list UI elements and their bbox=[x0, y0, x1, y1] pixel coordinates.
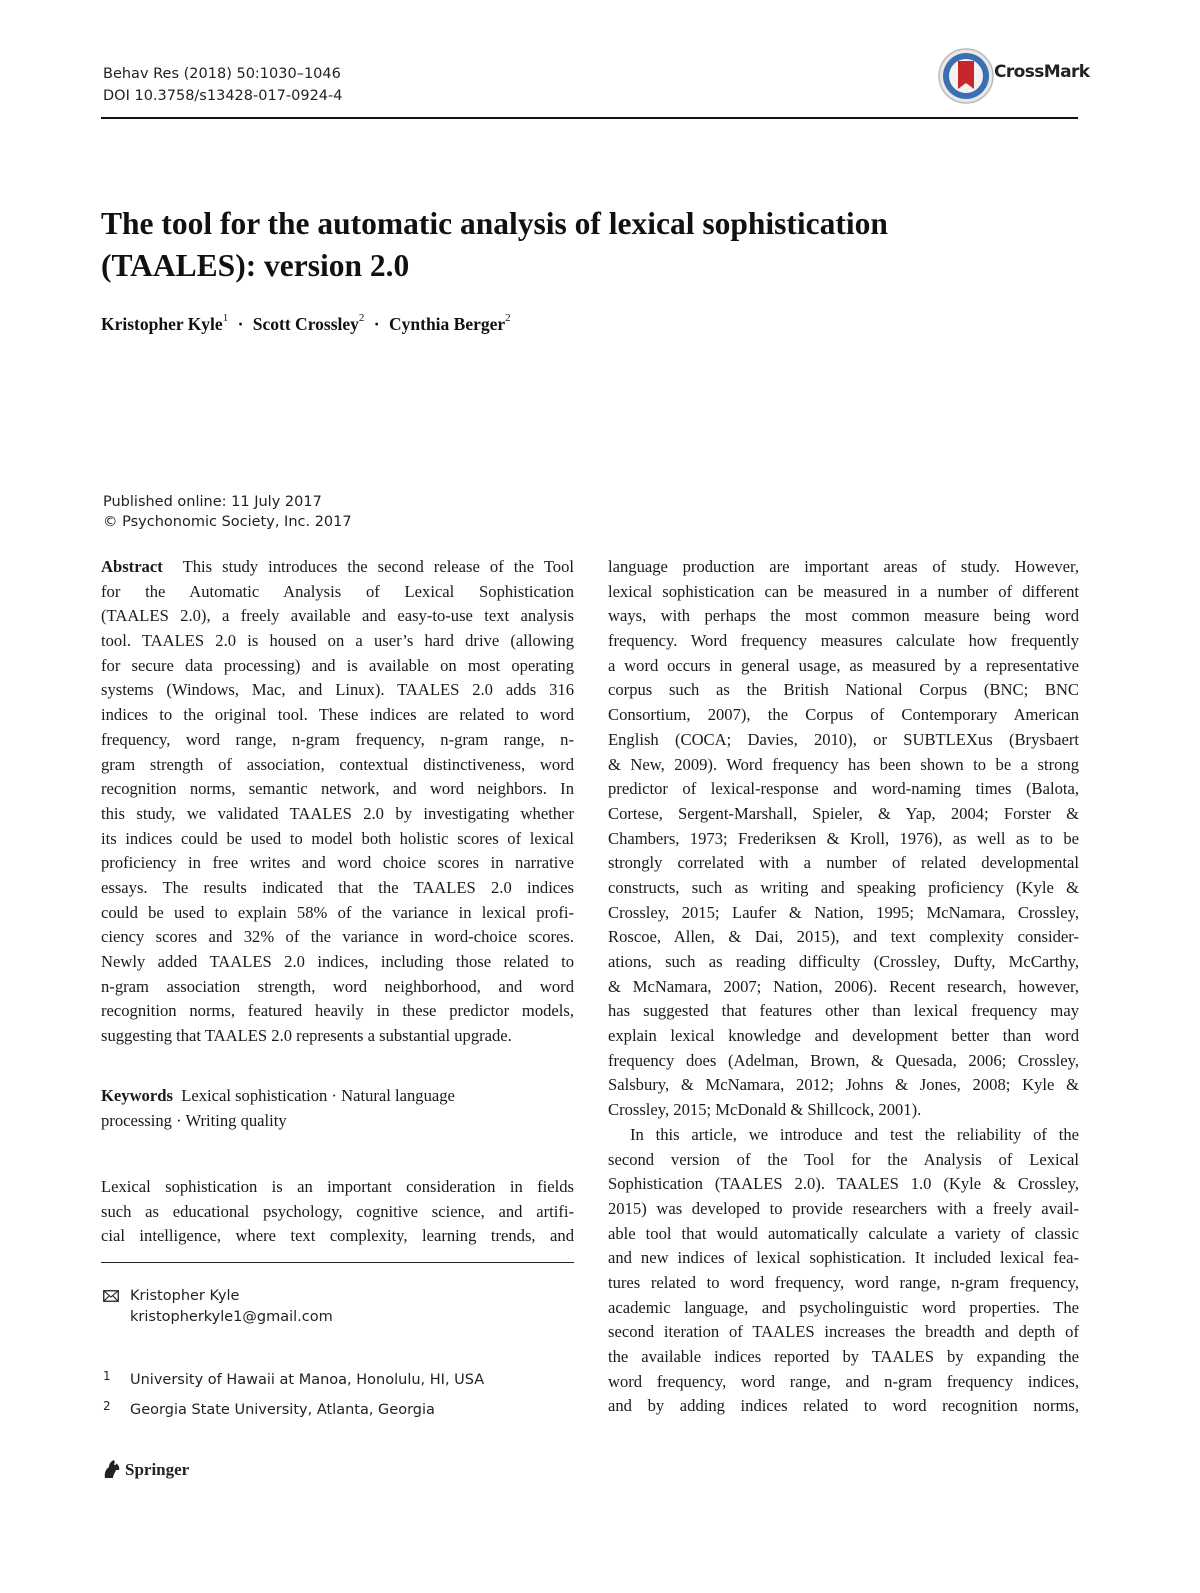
abstract-line: recognition norms, featured heavily in these predictor models, bbox=[101, 1001, 574, 1021]
title-line-1: The tool for the automatic analysis of lexical sophistication bbox=[101, 206, 888, 241]
author-name[interactable]: Scott Crossley bbox=[252, 314, 359, 334]
body-line: ations, such as reading difficulty (Crossley, Dufty, McCarthy, bbox=[608, 952, 1079, 971]
abstract-line: Newly added TAALES 2.0 indices, including those related to bbox=[101, 952, 574, 971]
keywords-text: processing · Writing quality bbox=[101, 1110, 287, 1130]
body-line: predictor of lexical-response and word-naming times (Balota, bbox=[608, 779, 1079, 799]
body-line: lexical sophistication can be measured in a number of different bbox=[608, 581, 1079, 601]
abstract-line: its indices could be used to model both holistic scores of lexical bbox=[101, 828, 574, 848]
keywords bbox=[101, 1084, 574, 1133]
body-line: academic language, and psycholinguistic word properties. The bbox=[608, 1297, 1079, 1317]
author-separator: · bbox=[237, 314, 244, 334]
body-line: and new indices of lexical sophistication. It included lexical fea- bbox=[608, 1248, 1079, 1268]
keywords-label: Keywords bbox=[101, 1086, 173, 1105]
body-line: Consortium, 2007), the Corpus of Contemporary American bbox=[608, 705, 1079, 725]
abstract-line: essays. The results indicated that the TAALES 2.0 indices bbox=[101, 877, 574, 897]
abstract-line: n-gram association strength, word neighborhood, and word bbox=[101, 976, 574, 996]
paper-title bbox=[101, 203, 1061, 287]
publisher-name: Springer bbox=[125, 1460, 190, 1479]
affiliation-text: Georgia State University, Atlanta, Georgia bbox=[130, 1402, 435, 1418]
body-line: In this article, we introduce and test the reliability of the bbox=[630, 1124, 1079, 1144]
envelope-icon bbox=[103, 1290, 119, 1302]
body-line: and by adding indices related to word recognition norms, bbox=[608, 1396, 1079, 1416]
author-affiliation-mark: 2 bbox=[505, 312, 511, 325]
abstract-line: gram strength of association, contextual distinctiveness, word bbox=[101, 754, 574, 774]
crossmark-icon[interactable] bbox=[937, 47, 995, 105]
journal-citation: Behav Res (2018) 50:1030–1046 bbox=[103, 66, 341, 82]
intro-line: such as educational psychology, cognitive science, and artifi- bbox=[101, 1201, 574, 1221]
body-line: Chambers, 1973; Frederiksen & Kroll, 1976), as well as to be bbox=[608, 828, 1079, 848]
header-rule bbox=[101, 117, 1078, 119]
title-line-2: (TAALES): version 2.0 bbox=[101, 248, 410, 283]
abstract-line: (TAALES 2.0), a freely available and easy-to-use text analysis bbox=[101, 606, 574, 626]
affiliation-number: 2 bbox=[103, 1399, 111, 1413]
keywords-text: Lexical sophistication · Natural language bbox=[181, 1086, 455, 1105]
abstract-text: This study introduces the second release of the Tool bbox=[182, 557, 574, 576]
body-line: second iteration of TAALES increases the breadth and depth of bbox=[608, 1322, 1079, 1342]
body-line: 2015) was developed to provide researchers with a freely avail- bbox=[608, 1198, 1079, 1218]
right-column bbox=[608, 555, 1079, 1419]
body-line: & McNamara, 2007; Nation, 2006). Recent research, however, bbox=[608, 976, 1079, 996]
footnote-rule bbox=[101, 1262, 574, 1263]
body-line: able tool that would automatically calculate a variety of classic bbox=[608, 1223, 1079, 1243]
abstract-line: this study, we validated TAALES 2.0 by investigating whether bbox=[101, 803, 574, 823]
author-separator: · bbox=[373, 314, 380, 334]
crossmark-label: CrossMark bbox=[994, 62, 1090, 82]
abstract-line: tool. TAALES 2.0 is housed on a user’s hard drive (allowing bbox=[101, 631, 574, 651]
author-affiliation-mark: 1 bbox=[222, 312, 229, 325]
body-line: word frequency, word range, and n-gram frequency indices, bbox=[608, 1371, 1079, 1391]
body-line: strongly correlated with a number of related developmental bbox=[608, 853, 1079, 873]
body-line: a word occurs in general usage, as measured by a representative bbox=[608, 655, 1079, 675]
body-line: ways, with perhaps the most common measure being word bbox=[608, 606, 1079, 626]
abstract-line: systems (Windows, Mac, and Linux). TAALES 2.0 adds 316 bbox=[101, 680, 574, 700]
intro-line: cial intelligence, where text complexity, learning trends, and bbox=[101, 1226, 574, 1246]
abstract-line: proficiency in free writes and word choice scores in narrative bbox=[101, 853, 574, 873]
body-line: second version of the Tool for the Analysis of Lexical bbox=[608, 1149, 1079, 1169]
body-line: has suggested that features other than lexical frequency may bbox=[608, 1001, 1079, 1021]
copyright: © Psychonomic Society, Inc. 2017 bbox=[103, 514, 352, 530]
corresponding-author-email[interactable]: kristopherkyle1@gmail.com bbox=[130, 1309, 333, 1325]
abstract-line: suggesting that TAALES 2.0 represents a substantial upgrade. bbox=[101, 1026, 512, 1046]
body-line: Crossley, 2015; Laufer & Nation, 1995; McNamara, Crossley, bbox=[608, 902, 1079, 922]
body-line: & New, 2009). Word frequency has been shown to be a strong bbox=[608, 754, 1079, 774]
left-column bbox=[101, 555, 574, 1049]
intro-paragraph bbox=[101, 1175, 574, 1249]
author-name[interactable]: Kristopher Kyle bbox=[101, 314, 223, 334]
body-line: Salsbury, & McNamara, 2012; Johns & Jones, 2008; Kyle & bbox=[608, 1075, 1079, 1095]
abstract-line: for secure data processing) and is available on most operating bbox=[101, 655, 574, 675]
body-line: language production are important areas of study. However, bbox=[608, 557, 1079, 576]
body-line: Sophistication (TAALES 2.0). TAALES 1.0 (Kyle & Crossley, bbox=[608, 1174, 1079, 1194]
abstract-line: could be used to explain 58% of the variance in lexical profi- bbox=[101, 902, 574, 922]
body-line: the available indices reported by TAALES by expanding the bbox=[608, 1347, 1079, 1366]
abstract-line: frequency, word range, n-gram frequency, n-gram range, n- bbox=[101, 729, 574, 749]
intro-line: Lexical sophistication is an important consideration in fields bbox=[101, 1177, 574, 1196]
body-line: Roscoe, Allen, & Dai, 2015), and text complexity consider- bbox=[608, 927, 1079, 947]
abstract-line: for the Automatic Analysis of Lexical Sophistication bbox=[101, 581, 574, 601]
corresponding-author-name: Kristopher Kyle bbox=[130, 1288, 240, 1304]
author-name[interactable]: Cynthia Berger bbox=[389, 314, 506, 334]
body-line: English (COCA; Davies, 2010), or SUBTLEXus (Brysbaert bbox=[608, 729, 1079, 749]
affiliation-text: University of Hawaii at Manoa, Honolulu, HI, USA bbox=[130, 1372, 485, 1388]
doi[interactable]: DOI 10.3758/s13428-017-0924-4 bbox=[103, 88, 343, 104]
abstract-line: ciency scores and 32% of the variance in word-choice scores. bbox=[101, 927, 574, 947]
body-line: Cortese, Sergent-Marshall, Spieler, & Yap, 2004; Forster & bbox=[608, 803, 1079, 823]
body-line: corpus such as the British National Corpus (BNC; BNC bbox=[608, 680, 1079, 700]
abstract-line: indices to the original tool. These indices are related to word bbox=[101, 705, 574, 725]
body-line: explain lexical knowledge and development better than word bbox=[608, 1026, 1079, 1046]
author-affiliation-mark: 2 bbox=[358, 312, 365, 325]
body-line: frequency. Word frequency measures calculate how frequently bbox=[608, 631, 1079, 651]
abstract-line bbox=[101, 555, 574, 580]
abstract-label: Abstract bbox=[101, 557, 163, 576]
author-list bbox=[101, 314, 511, 335]
springer-horse-icon bbox=[101, 1458, 123, 1480]
body-line: tures related to word frequency, word range, n-gram frequency, bbox=[608, 1272, 1079, 1292]
body-line: constructs, such as writing and speaking proficiency (Kyle & bbox=[608, 877, 1079, 897]
affiliation-number: 1 bbox=[103, 1369, 111, 1383]
body-line: frequency does (Adelman, Brown, & Quesada, 2006; Crossley, bbox=[608, 1050, 1079, 1070]
abstract-line: recognition norms, semantic network, and word neighbors. In bbox=[101, 779, 574, 799]
body-line: Crossley, 2015; McDonald & Shillcock, 2001). bbox=[608, 1100, 922, 1120]
published-online: Published online: 11 July 2017 bbox=[103, 494, 322, 510]
